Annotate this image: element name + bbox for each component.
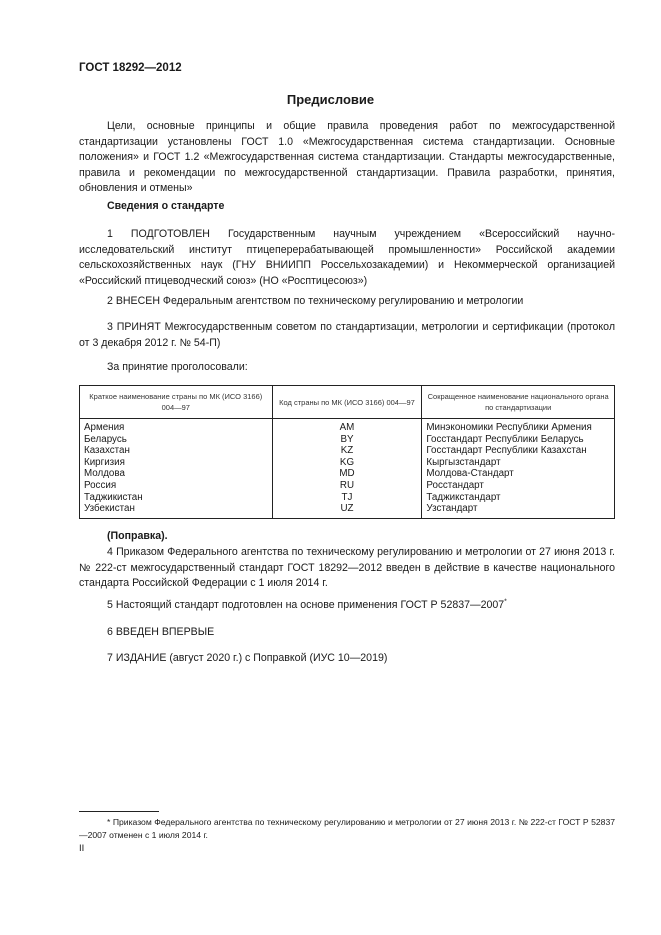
table-row [80,468,615,480]
page-title: Предисловие [286,92,375,107]
cell-country: Молдова [80,468,273,480]
table-row [80,480,615,492]
table-row [80,419,615,434]
item-5-paragraph [79,598,615,614]
cell-country: Киргизия [80,457,273,469]
column-header-body: Сокращенное наименование национального органа по стандартизации [422,386,615,419]
table-row [80,445,615,457]
cell-code: UZ [272,503,422,518]
cell-code: TJ [272,492,422,504]
cell-standards-body: Кыргызстандарт [422,457,615,469]
standard-code-header: ГОСТ 18292—2012 [79,62,182,74]
correction-note: (Поправка). [107,530,168,542]
footnote-divider [79,811,159,812]
section-heading: Сведения о стандарте [107,200,225,212]
item-7-paragraph: 7 ИЗДАНИЕ (август 2020 г.) с Поправкой (ИУС 10—2019) [107,652,388,664]
cell-standards-body: Госстандарт Республики Казахстан [422,445,615,457]
item-4-paragraph: 4 Приказом Федерального агентства по техническому регулированию и метрологии от 27 июня 2013 г. № 222-ст межгосударственный стандарт ГОСТ 18292—2012 введен в действие в качестве национального стандарта Российской Федерации с 1 июля 2014 г. [79,546,615,590]
cell-code: AM [272,419,422,434]
column-header-code: Код страны по МК (ИСО 3166) 004—97 [272,386,422,419]
cell-country: Беларусь [80,434,273,446]
cell-country: Таджикистан [80,492,273,504]
cell-standards-body: Таджикстандарт [422,492,615,504]
page-number: II [79,843,85,854]
item-6-paragraph: 6 ВВЕДЕН ВПЕРВЫЕ [107,626,215,638]
cell-standards-body: Минэкономики Республики Армения [422,419,615,434]
vote-intro: За принятие проголосовали: [107,361,248,373]
cell-standards-body: Узстандарт [422,503,615,518]
item-1-paragraph: 1 ПОДГОТОВЛЕН Государственным научным учреждением «Всероссийский научно-исследовательский институт птицеперерабатывающей промышленности» Российской академии сельскохозяйственных наук (ГНУ ВНИИПП Россельхозакадемии) и Некоммерческой организацией «Российский птицеводческий союз» (НО «Росптицесоюз») [79,228,615,287]
footnote-mark: * [504,598,507,606]
item-5-text: 5 Настоящий стандарт подготовлен на основе применения ГОСТ Р 52837—2007 [107,599,505,611]
cell-code: KZ [272,445,422,457]
cell-code: BY [272,434,422,446]
cell-code: RU [272,480,422,492]
item-2-paragraph: 2 ВНЕСЕН Федеральным агентством по техническому регулированию и метрологии [107,295,524,307]
cell-country: Россия [80,480,273,492]
cell-standards-body: Росстандарт [422,480,615,492]
cell-standards-body: Госстандарт Республики Беларусь [422,434,615,446]
table-header-row [80,386,615,419]
cell-code: KG [272,457,422,469]
voting-states-table [79,385,615,519]
item-3-paragraph: 3 ПРИНЯТ Межгосударственным советом по стандартизации, метрологии и сертификации (протокол от 3 декабря 2012 г. № 54-П) [79,321,615,349]
table-row [80,457,615,469]
column-header-country: Краткое наименование страны по МК (ИСО 3166) 004—97 [80,386,273,419]
table-row [80,492,615,504]
cell-country: Казахстан [80,445,273,457]
intro-paragraph: Цели, основные принципы и общие правила проведения работ по межгосударственной стандартизации установлены ГОСТ 1.0 «Межгосударственная система стандартизации. Основные положения» и ГОСТ 1.2 «Межгосударственная система стандартизации. Стандарты межгосударственные, правила и рекомендации по межгосударственной стандартизации. Правила разработки, принятия, обновления и отмены» [79,120,615,195]
cell-country: Узбекистан [80,503,273,518]
table-row [80,503,615,518]
footnote: * Приказом Федерального агентства по техническому регулированию и метрологии от 27 июня 2013 г. № 222-ст ГОСТ Р 52837—2007 отменен с 1 июля 2014 г. [79,817,615,840]
cell-standards-body: Молдова-Стандарт [422,468,615,480]
cell-country: Армения [80,419,273,434]
table-row [80,434,615,446]
cell-code: MD [272,468,422,480]
